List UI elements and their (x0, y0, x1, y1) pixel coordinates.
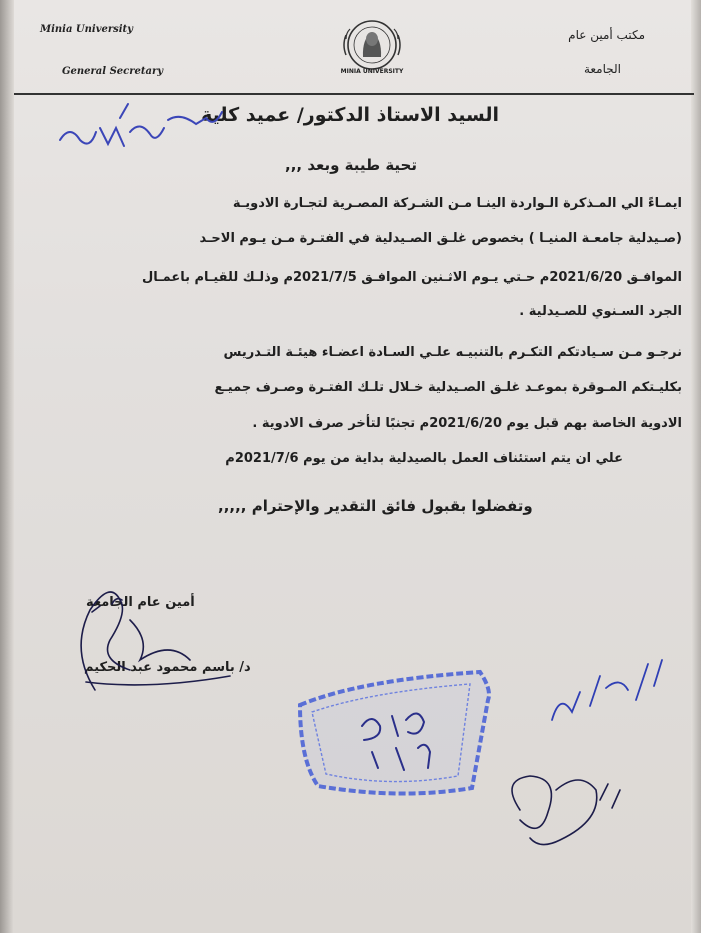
addressee-line: السيد الاستاذ الدكتور/ عميد كلية (201, 104, 499, 126)
body-line: ايمـاءً الي المـذكرة الـواردة الينـا مـن الشـركة المصـرية لتجـارة الادويـة (232, 196, 682, 211)
university-name-ar: الجامعة (583, 62, 621, 76)
body-line: (صـيدلية جامعـة المنيـا ) بخصوص غلـق الصـيدلية في الفتـرة مـن يـوم الاحـد (199, 231, 682, 246)
greeting-line: تحية طيبة وبعد ,,, (285, 156, 417, 174)
date-stamp (300, 672, 489, 794)
signature-scribble (81, 592, 230, 690)
body-line: الموافـق 2021/6/20م حـتي يـوم الاثـنين الموافـق 2021/7/5م وذلـك للقيـام باعمـال (142, 270, 682, 285)
handwritten-initials-bottom (512, 776, 620, 845)
body-line: الادوية الخاصة بهم قبل يوم 2021/6/20م تجنبًا لتأخر صرف الادوية . (252, 416, 682, 431)
body-line: الجرد السـنوي للصـيدلية . (519, 304, 682, 319)
university-name-en: Minia University (40, 24, 133, 35)
closing-line: وتفضلوا بقبول فائق التقدير والإحترام ,,,,, (218, 497, 533, 515)
handwritten-note-top (60, 104, 222, 146)
general-secretary-en: General Secretary (62, 66, 164, 77)
body-line: بكليـتكم المـوقرة بموعـد غلـق الصـيدلية خـلال تلـك الفتـرة وصـرف جميـع (214, 380, 682, 395)
handwritten-note-right (552, 660, 662, 720)
logo-caption: MINIA UNIVERSITY (340, 68, 404, 75)
body-line: علي ان يتم استئناف العمل بالصيدلية بداية من يوم 2021/7/6م (225, 451, 623, 466)
signature-name: د/ باسم محمود عبد الحكيم (84, 660, 251, 675)
office-title-ar: مكتب أمين عام (568, 28, 645, 42)
signature-title: أمين عام الجامعة (86, 595, 195, 610)
body-line: نرجـو مـن سـيادتكم التكـرم بالتنبيـه علـي السـادة اعضـاء هيئـة التـدريس (223, 345, 682, 360)
